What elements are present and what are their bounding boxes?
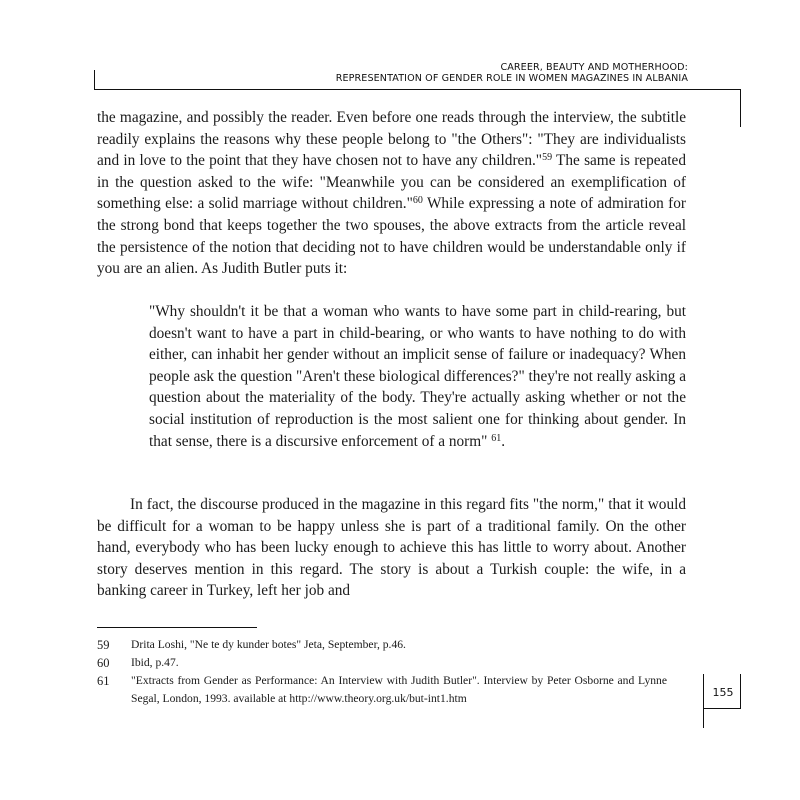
footnotes bbox=[97, 636, 667, 708]
page-number: 155 bbox=[712, 686, 734, 699]
footnote-text: "Extracts from Gender as Performance: An Interview with Judith Butler". Interview by Peter Osborne and Lynne Segal, London, 1993. available at http://www.theory.org.uk/but-int1.htm bbox=[131, 674, 667, 705]
page-number-frame-right bbox=[740, 674, 741, 709]
page-number-frame-bottom bbox=[703, 708, 741, 709]
header-rule-right bbox=[740, 89, 741, 127]
footnote-separator bbox=[97, 627, 257, 628]
block-quote-end: . bbox=[501, 432, 506, 450]
block-quote bbox=[149, 301, 686, 452]
footnote-number: 60 bbox=[97, 656, 110, 670]
paragraph-1-text-c: While expressing a note of admiration for the strong bond that keeps together the two spouses, the above extracts from the article reveal the persistence of the notion that deciding not to have children would be understandable only if you are an alien. As Judith Butler puts it: bbox=[97, 195, 686, 278]
header-rule bbox=[94, 89, 741, 90]
footnote-61 bbox=[97, 672, 667, 708]
paragraph-1 bbox=[97, 107, 686, 280]
paragraph-1-text-b: The same is repeated in the question asked to the wife: "Meanwhile you can be considered an exemplification of something else: a solid marriage without children." bbox=[97, 152, 686, 213]
footnote-number: 59 bbox=[97, 638, 110, 652]
paragraph-2: In fact, the discourse produced in the magazine in this regard fits "the norm," that it would be difficult for a woman to be happy unless she is part of a traditional family. On the other hand, everybody who has been lucky enough to achieve this has little to worry about. Another story deserves mention in this regard. The story is about a Turkish couple: the wife, in a banking career in Turkey, left her job and bbox=[97, 496, 686, 600]
footnote-ref-61[interactable]: 61 bbox=[491, 432, 502, 444]
footnote-text: Ibid, p.47. bbox=[131, 656, 179, 669]
header-rule-left bbox=[94, 70, 95, 90]
footnote-59 bbox=[97, 636, 667, 654]
paragraph-1-text-a: the magazine, and possibly the reader. Even before one reads through the interview, the subtitle readily explains the reasons why these people belong to "the Others": "They are individualists and in love to the point that they have chosen not to have any children." bbox=[97, 109, 686, 170]
footnote-ref-60[interactable]: 60 bbox=[412, 195, 423, 207]
block-quote-text: "Why shouldn't it be that a woman who wants to have some part in child-rearing, but doesn't want to have a part in child-bearing, or who wants to have nothing to do with either, can inhabit her gender without an implicit sense of failure or inadequacy? When people ask the question "Aren't these biological differences?" they're not really asking a question about the materiality of the body. They're actually asking whether or not the social institution of reproduction is the most salient one for thinking about gender. In that sense, there is a discursive enforcement of a norm" bbox=[149, 303, 686, 450]
running-header bbox=[336, 62, 688, 84]
running-header-line-1: CAREER, BEAUTY AND MOTHERHOOD: bbox=[500, 62, 688, 73]
footnote-60 bbox=[97, 654, 667, 672]
footnote-text: Drita Loshi, "Ne te dy kunder botes" Jeta, September, p.46. bbox=[131, 638, 406, 651]
page-number-frame-left bbox=[703, 674, 704, 709]
footnote-ref-59[interactable]: 59 bbox=[542, 152, 553, 164]
page-number-frame-tail bbox=[703, 708, 704, 728]
footnote-number: 61 bbox=[97, 674, 110, 688]
running-header-line-2: REPRESENTATION OF GENDER ROLE IN WOMEN MAGAZINES IN ALBANIA bbox=[335, 73, 688, 84]
